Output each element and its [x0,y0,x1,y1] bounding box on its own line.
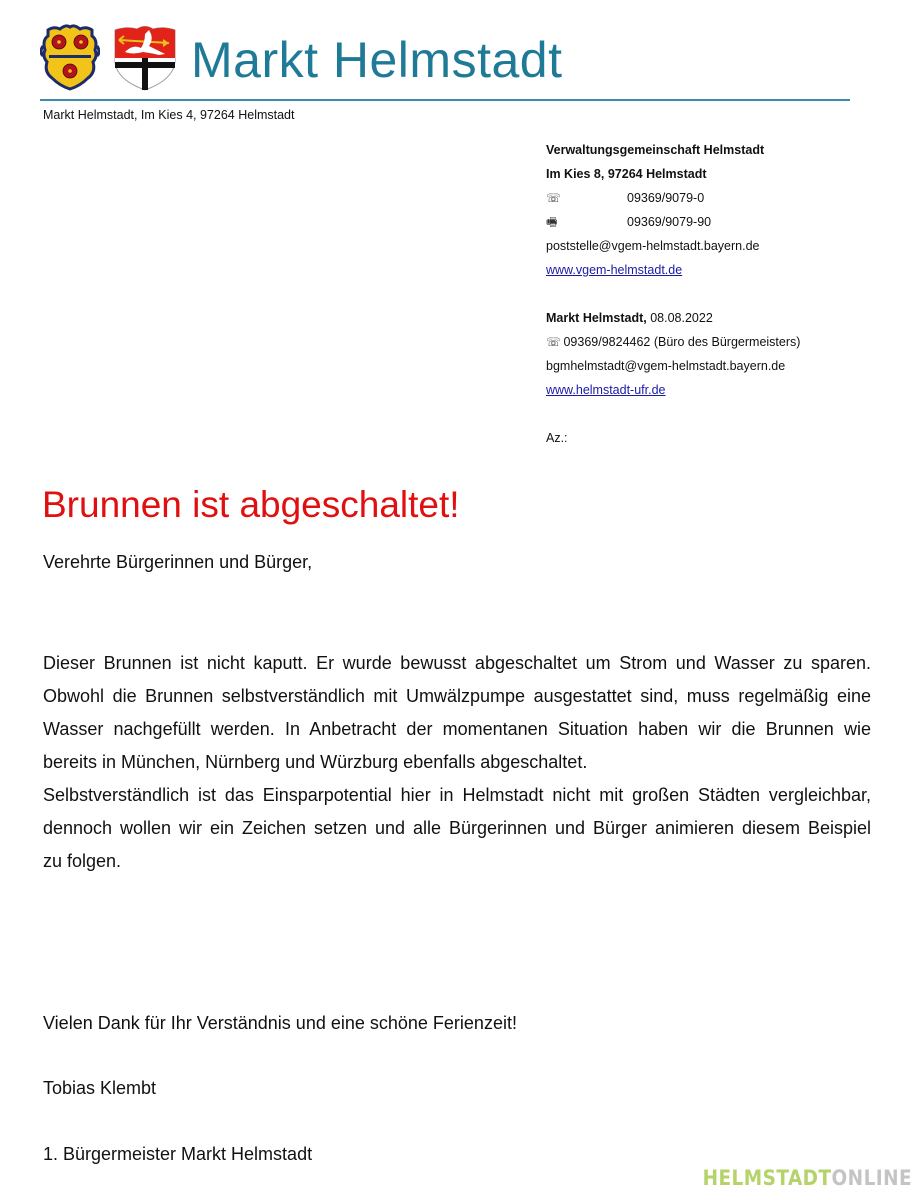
markt-date-row [546,306,876,330]
brand-title: Markt Helmstadt [191,32,563,88]
salutation: Verehrte Bürgerinnen und Bürger, [43,552,313,572]
markt-name: Markt Helmstadt, [546,311,647,325]
vgem-phone-row [546,186,876,210]
body-line: Wasser nachgefüllt werden. In Anbetracht der momentanen Situation haben wir die Brunnen wie [43,719,871,739]
vgem-email: poststelle@vgem-helmstadt.bayern.de [546,239,760,253]
coat-of-arms-roses-icon [40,22,100,92]
body-line: Obwohl die Brunnen selbstverständlich mit Umwälzpumpe ausgestattet sind, muss regelmäßig eine [43,686,871,706]
reference-label: Az.: [546,431,568,445]
body-line: Selbstverständlich ist das Einsparpotential hier in Helmstadt nicht mit großen Städten vergleichbar, [43,785,871,805]
body-line: zu folgen. [43,851,122,871]
markt-phone: 09369/9824462 (Büro des Bürgermeisters) [563,335,801,349]
closing-line: Vielen Dank für Ihr Verständnis und eine schöne Ferienzeit! [43,1013,517,1033]
phone-icon: ☏ [546,335,562,349]
phone-icon: ☏ [546,191,562,205]
markt-phone-row [546,330,876,354]
letter-body [43,647,871,878]
vgem-phone: 09369/9079-0 [627,191,705,205]
fax-icon: 🖷 [546,215,558,229]
header-rule [40,99,850,101]
body-line: Dieser Brunnen ist nicht kaputt. Er wurde bewusst abgeschaltet um Strom und Wasser zu sparen. [43,653,871,673]
body-line: bereits in München, Nürnberg und Würzburg ebenfalls abgeschaltet. [43,752,588,772]
letter-headline: Brunnen ist abgeschaltet! [42,484,460,525]
vgem-address: Im Kies 8, 97264 Helmstadt [546,167,707,181]
sender-address-line: Markt Helmstadt, Im Kies 4, 97264 Helmstadt [43,108,295,122]
watermark-part-b: ONLINE [831,1166,912,1190]
vgem-fax-row [546,210,876,234]
signer-name: Tobias Klembt [43,1078,157,1098]
body-line: dennoch wollen wir ein Zeichen setzen und alle Bürgerinnen und Bürger animieren diesem Beispiel [43,818,871,838]
contact-info-block [546,138,876,450]
coat-of-arms-deer-cross-icon [111,22,179,92]
markt-email: bgmhelmstadt@vgem-helmstadt.bayern.de [546,359,786,373]
signer-title: 1. Bürgermeister Markt Helmstadt [43,1144,313,1164]
vgem-website-link[interactable]: www.vgem-helmstadt.de [546,263,683,277]
helmstadtonline-watermark [702,1165,912,1191]
letter-date: 08.08.2022 [650,311,713,325]
vgem-name: Verwaltungsgemeinschaft Helmstadt [546,143,765,157]
watermark-part-a: HELMSTADT [702,1166,832,1190]
vgem-fax: 09369/9079-90 [627,215,712,229]
markt-website-link[interactable]: www.helmstadt-ufr.de [546,383,666,397]
